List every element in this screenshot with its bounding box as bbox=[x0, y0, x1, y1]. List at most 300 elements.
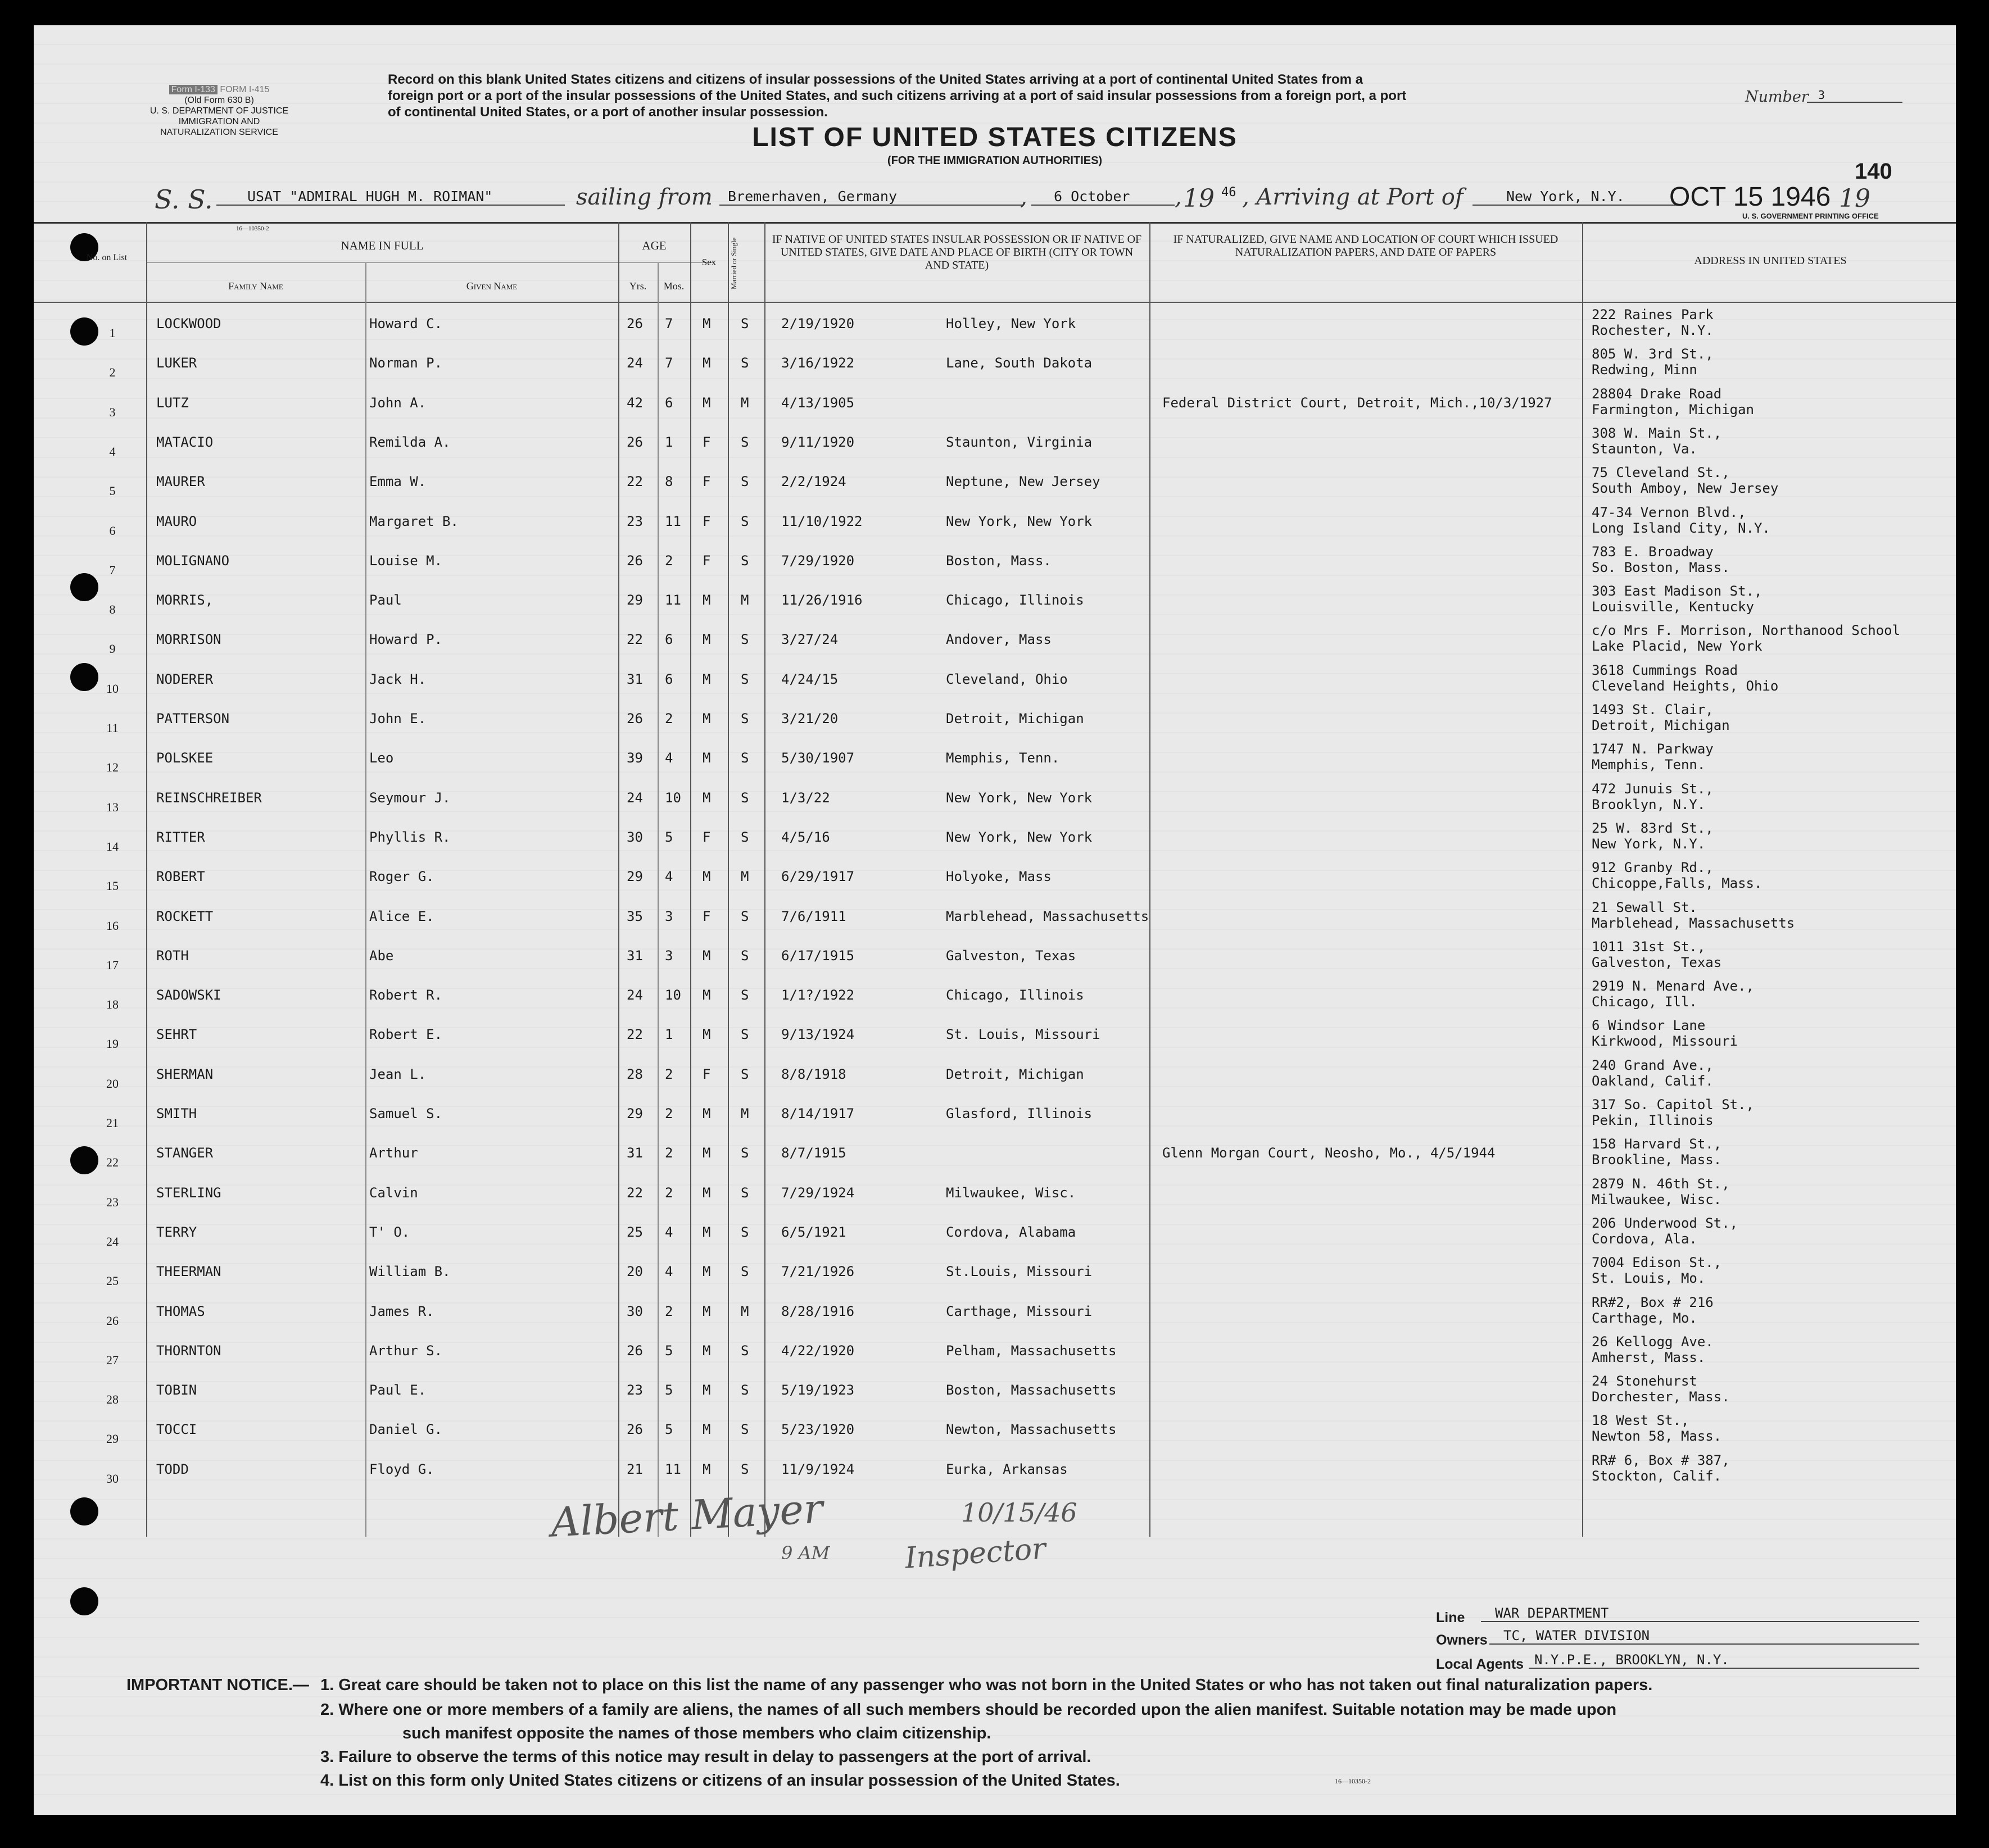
address-line-2: Chicago, Ill. bbox=[1592, 994, 1697, 1010]
table-row bbox=[34, 1450, 1956, 1490]
address-line-1: 47-34 Vernon Blvd., bbox=[1592, 504, 1746, 520]
age-months: 2 bbox=[665, 1066, 673, 1082]
col-header-age: AGE bbox=[642, 239, 667, 252]
birth-place: Boston, Mass. bbox=[946, 552, 1052, 569]
age-years: 39 bbox=[627, 750, 643, 766]
marital-status: S bbox=[741, 1224, 749, 1240]
line-value: WAR DEPARTMENT bbox=[1481, 1605, 1919, 1622]
age-months: 2 bbox=[665, 711, 673, 727]
sex: F bbox=[703, 474, 711, 490]
address-line-1: 1747 N. Parkway bbox=[1592, 741, 1714, 757]
table-row bbox=[34, 1371, 1956, 1410]
table-row bbox=[34, 423, 1956, 462]
age-years: 22 bbox=[627, 632, 643, 648]
birth-date: 8/8/1918 bbox=[781, 1066, 846, 1082]
row-number: 24 bbox=[106, 1234, 119, 1248]
birth-date: 3/27/24 bbox=[781, 632, 839, 648]
birth-date: 6/5/1921 bbox=[781, 1224, 846, 1240]
arrival-port: New York, N.Y. bbox=[1473, 188, 1680, 206]
address-line-1: 222 Raines Park bbox=[1592, 307, 1714, 323]
notice-item-2: 2. Where one or more members of a family are aliens, the names of all such members should be recorded upon the alien manifest. Suitable notation may be made upon bbox=[320, 1701, 1617, 1719]
marital-status: S bbox=[741, 1264, 749, 1280]
marital-status: S bbox=[741, 908, 749, 924]
address-line-2: Carthage, Mo. bbox=[1592, 1310, 1697, 1326]
address-line-1: c/o Mrs F. Morrison, Northanood School bbox=[1592, 623, 1901, 639]
table-row bbox=[34, 462, 1956, 502]
address-line-1: 206 Underwood St., bbox=[1592, 1215, 1738, 1231]
given-name: Remilda A. bbox=[369, 434, 451, 450]
address-line-1: 308 W. Main St., bbox=[1592, 425, 1722, 441]
naturalization-info: Glenn Morgan Court, Neosho, Mo., 4/5/1944 bbox=[1162, 1145, 1496, 1161]
form-code: (Old Form 630 B) bbox=[184, 96, 254, 105]
header-instructions bbox=[388, 71, 1406, 120]
ship-name: USAT "ADMIRAL HUGH M. ROIMAN" bbox=[216, 188, 565, 206]
family-name: MATACIO bbox=[156, 434, 214, 450]
age-years: 24 bbox=[627, 987, 643, 1004]
birth-date: 8/28/1916 bbox=[781, 1303, 855, 1319]
address-line-1: 912 Granby Rd., bbox=[1592, 860, 1714, 876]
birth-date: 4/13/1905 bbox=[781, 394, 855, 411]
birth-date: 8/14/1917 bbox=[781, 1106, 855, 1121]
table-row bbox=[34, 739, 1956, 778]
address-line-1: 24 Stonehurst bbox=[1592, 1373, 1697, 1390]
birth-date: 5/19/1923 bbox=[781, 1382, 855, 1399]
row-number: 27 bbox=[106, 1352, 119, 1367]
marital-status: S bbox=[741, 552, 749, 569]
row-number: 23 bbox=[106, 1195, 119, 1209]
age-years: 31 bbox=[627, 1145, 643, 1161]
number-label: Number bbox=[1745, 88, 1809, 106]
sex: M bbox=[703, 1382, 711, 1399]
address-line-1: 75 Cleveland St., bbox=[1592, 465, 1730, 481]
line-label: Line bbox=[1436, 1610, 1465, 1625]
birth-date: 5/30/1907 bbox=[781, 750, 855, 766]
given-name: Calvin bbox=[369, 1184, 418, 1201]
row-number: 3 bbox=[109, 405, 116, 419]
table-row bbox=[34, 700, 1956, 739]
address-line-1: 6 Windsor Lane bbox=[1592, 1018, 1706, 1034]
address-line-2: Rochester, N.Y. bbox=[1592, 323, 1714, 338]
page-title: LIST OF UNITED STATES CITIZENS bbox=[752, 122, 1238, 152]
age-months: 1 bbox=[665, 1027, 673, 1043]
age-months: 5 bbox=[665, 1342, 673, 1359]
age-months: 2 bbox=[665, 552, 673, 569]
age-months: 10 bbox=[665, 987, 681, 1004]
row-number: 14 bbox=[106, 839, 119, 853]
row-number: 25 bbox=[106, 1274, 119, 1288]
age-months: 8 bbox=[665, 474, 673, 490]
given-name: Samuel S. bbox=[369, 1106, 443, 1121]
owners-value: TC, WATER DIVISION bbox=[1489, 1628, 1919, 1645]
address-line-2: Detroit, Michigan bbox=[1592, 718, 1730, 733]
given-name: Robert R. bbox=[369, 987, 443, 1004]
address-line-1: 21 Sewall St. bbox=[1592, 899, 1697, 915]
family-name: LUKER bbox=[156, 355, 197, 371]
address-line-2: Farmington, Michigan bbox=[1592, 401, 1754, 417]
given-name: Arthur S. bbox=[369, 1342, 443, 1359]
table-row bbox=[34, 344, 1956, 383]
table-row bbox=[34, 305, 1956, 344]
age-months: 11 bbox=[665, 1461, 681, 1477]
given-name: Alice E. bbox=[369, 908, 434, 924]
address-line-2: Brookline, Mass. bbox=[1592, 1152, 1722, 1168]
given-name: Arthur bbox=[369, 1145, 418, 1161]
given-name: Margaret B. bbox=[369, 513, 459, 529]
birth-date: 1/1?/1922 bbox=[781, 987, 855, 1004]
sex: M bbox=[703, 1027, 711, 1043]
row-number: 13 bbox=[106, 800, 119, 814]
birth-place: St. Louis, Missouri bbox=[946, 1027, 1100, 1043]
birth-date: 11/9/1924 bbox=[781, 1461, 855, 1477]
number-value: 3 bbox=[1807, 88, 1902, 103]
table-row bbox=[34, 1055, 1956, 1095]
address-line-1: 2879 N. 46th St., bbox=[1592, 1175, 1730, 1192]
sex: M bbox=[703, 1422, 711, 1438]
instruction-line: Record on this blank United States citizens and citizens of insular possessions of the United States arriving at a port of continental United States from a bbox=[388, 72, 1363, 87]
family-name: SMITH bbox=[156, 1106, 197, 1121]
naturalization-info: Federal District Court, Detroit, Mich.,10/3/1927 bbox=[1162, 394, 1552, 411]
agents-label: Local Agents bbox=[1436, 1656, 1524, 1672]
birth-place: Staunton, Virginia bbox=[946, 434, 1093, 450]
birth-date: 8/7/1915 bbox=[781, 1145, 846, 1161]
table-row bbox=[34, 1095, 1956, 1134]
age-months: 11 bbox=[665, 513, 681, 529]
age-months: 7 bbox=[665, 316, 673, 332]
birth-place: New York, New York bbox=[946, 789, 1093, 806]
family-name: MAURER bbox=[156, 474, 205, 490]
age-years: 35 bbox=[627, 908, 643, 924]
marital-status: S bbox=[741, 1027, 749, 1043]
manifest-page bbox=[34, 25, 1956, 1815]
arrival-date-stamp: OCT 15 1946 bbox=[1669, 182, 1831, 212]
age-months: 6 bbox=[665, 632, 673, 648]
family-name: TERRY bbox=[156, 1224, 197, 1240]
sex: M bbox=[703, 1106, 711, 1121]
address-line-1: 18 West St., bbox=[1592, 1413, 1689, 1429]
notice-item-1: 1. Great care should be taken not to place on this list the name of any passenger who was not born in the United States or who has not taken out final naturalization papers. bbox=[320, 1676, 1653, 1694]
age-months: 6 bbox=[665, 671, 673, 687]
sex: M bbox=[703, 947, 711, 964]
address-line-1: 1011 31st St., bbox=[1592, 938, 1706, 955]
birth-date: 7/29/1920 bbox=[781, 552, 855, 569]
marital-status: S bbox=[741, 1461, 749, 1477]
family-name: TOCCI bbox=[156, 1422, 197, 1438]
given-name: Phyllis R. bbox=[369, 829, 451, 845]
marital-status: M bbox=[741, 1106, 749, 1121]
marital-status: S bbox=[741, 987, 749, 1004]
address-line-2: St. Louis, Mo. bbox=[1592, 1270, 1706, 1287]
table-row bbox=[34, 384, 1956, 423]
year-prefix: 19 bbox=[1183, 184, 1215, 213]
family-name: THORNTON bbox=[156, 1342, 221, 1359]
age-years: 22 bbox=[627, 1184, 643, 1201]
age-months: 7 bbox=[665, 355, 673, 371]
row-number: 6 bbox=[109, 523, 116, 538]
col-header-no: No. on List bbox=[86, 253, 128, 262]
age-years: 26 bbox=[627, 1422, 643, 1438]
sex: M bbox=[703, 750, 711, 766]
birth-date: 1/3/22 bbox=[781, 789, 830, 806]
birth-place: Glasford, Illinois bbox=[946, 1106, 1093, 1121]
punch-hole bbox=[70, 1587, 98, 1615]
sex: M bbox=[703, 316, 711, 332]
address-line-2: Stockton, Calif. bbox=[1592, 1468, 1722, 1484]
given-name: Seymour J. bbox=[369, 789, 451, 806]
family-name: SHERMAN bbox=[156, 1066, 214, 1082]
given-name: William B. bbox=[369, 1264, 451, 1280]
age-years: 26 bbox=[627, 434, 643, 450]
table-row bbox=[34, 1252, 1956, 1292]
birth-place: New York, New York bbox=[946, 513, 1093, 529]
table-row bbox=[34, 1015, 1956, 1055]
row-number: 26 bbox=[106, 1313, 119, 1328]
table-row bbox=[34, 581, 1956, 620]
table-top-rule bbox=[34, 222, 1956, 224]
table-row bbox=[34, 1174, 1956, 1213]
given-name: Emma W. bbox=[369, 474, 427, 490]
notice-item-4: 4. List on this form only United States citizens or citizens of an insular possession of the United States. bbox=[320, 1772, 1120, 1790]
birth-place: Newton, Massachusetts bbox=[946, 1422, 1117, 1438]
page-number: 140 bbox=[1855, 159, 1892, 184]
birth-place: Milwaukee, Wisc. bbox=[946, 1184, 1076, 1201]
age-years: 22 bbox=[627, 1027, 643, 1043]
given-name: James R. bbox=[369, 1303, 434, 1319]
marital-status: S bbox=[741, 671, 749, 687]
birth-place: Eurka, Arkansas bbox=[946, 1461, 1068, 1477]
sex: F bbox=[703, 1066, 711, 1082]
table-row bbox=[34, 1213, 1956, 1252]
sailing-from-label: sailing from bbox=[576, 184, 713, 210]
marital-status: S bbox=[741, 355, 749, 371]
address-line-2: Cleveland Heights, Ohio bbox=[1592, 678, 1779, 694]
col-header-naturalized: IF NATURALIZED, GIVE NAME AND LOCATION OF COURT WHICH ISSUED NATURALIZATION PAPERS, AND DATE OF PAPERS bbox=[1173, 233, 1558, 258]
family-name: TODD bbox=[156, 1461, 189, 1477]
family-name: MORRIS, bbox=[156, 592, 214, 609]
family-name: TOBIN bbox=[156, 1382, 197, 1399]
birth-date: 11/26/1916 bbox=[781, 592, 863, 609]
birth-place: Detroit, Michigan bbox=[946, 1066, 1084, 1082]
marital-status: M bbox=[741, 394, 749, 411]
name-subhead-rule bbox=[146, 262, 618, 263]
age-years: 30 bbox=[627, 1303, 643, 1319]
given-name: Roger G. bbox=[369, 869, 434, 885]
birth-date: 4/5/16 bbox=[781, 829, 830, 845]
departure-port: Bremerhaven, Germany bbox=[719, 188, 1023, 206]
table-row bbox=[34, 818, 1956, 857]
sex: M bbox=[703, 1145, 711, 1161]
given-name: T' O. bbox=[369, 1224, 410, 1240]
birth-place: Holyoke, Mass bbox=[946, 869, 1052, 885]
age-years: 42 bbox=[627, 394, 643, 411]
address-line-1: 2919 N. Menard Ave., bbox=[1592, 978, 1754, 995]
family-name: MORRISON bbox=[156, 632, 221, 648]
family-name: MAURO bbox=[156, 513, 197, 529]
age-years: 29 bbox=[627, 1106, 643, 1121]
marital-status: S bbox=[741, 1184, 749, 1201]
notice-item-3: 3. Failure to observe the terms of this notice may result in delay to passengers at the port of arrival. bbox=[320, 1748, 1091, 1766]
birth-date: 7/21/1926 bbox=[781, 1264, 855, 1280]
given-name: Daniel G. bbox=[369, 1422, 443, 1438]
given-name: John E. bbox=[369, 711, 427, 727]
address-line-2: Dorchester, Mass. bbox=[1592, 1389, 1730, 1405]
row-number: 16 bbox=[106, 918, 119, 933]
sex: F bbox=[703, 829, 711, 845]
row-number: 22 bbox=[106, 1155, 119, 1170]
family-name: RITTER bbox=[156, 829, 205, 845]
birth-place: Galveston, Texas bbox=[946, 947, 1076, 964]
age-years: 26 bbox=[627, 711, 643, 727]
age-years: 26 bbox=[627, 552, 643, 569]
row-number: 17 bbox=[106, 957, 119, 972]
comma: , bbox=[1175, 184, 1182, 210]
age-months: 5 bbox=[665, 1422, 673, 1438]
age-years: 23 bbox=[627, 513, 643, 529]
table-row bbox=[34, 1410, 1956, 1450]
page-subtitle: (FOR THE IMMIGRATION AUTHORITIES) bbox=[887, 155, 1103, 167]
birth-place: Pelham, Massachusetts bbox=[946, 1342, 1117, 1359]
family-name: POLSKEE bbox=[156, 750, 214, 766]
age-months: 3 bbox=[665, 908, 673, 924]
comma: , bbox=[1020, 184, 1027, 210]
family-name: THOMAS bbox=[156, 1303, 205, 1319]
birth-place: Cleveland, Ohio bbox=[946, 671, 1068, 687]
marital-status: S bbox=[741, 434, 749, 450]
birth-date: 5/23/1920 bbox=[781, 1422, 855, 1438]
birth-date: 7/29/1924 bbox=[781, 1184, 855, 1201]
sex: M bbox=[703, 394, 711, 411]
marital-status: M bbox=[741, 869, 749, 885]
age-months: 2 bbox=[665, 1106, 673, 1121]
table-row bbox=[34, 502, 1956, 542]
age-months: 4 bbox=[665, 869, 673, 885]
age-years: 25 bbox=[627, 1224, 643, 1240]
address-line-2: Milwaukee, Wisc. bbox=[1592, 1191, 1722, 1207]
notice-item-2-cont: such manifest opposite the names of those members who claim citizenship. bbox=[402, 1724, 991, 1742]
col-header-mos: Mos. bbox=[663, 280, 685, 292]
form-code: Form I-133 bbox=[169, 85, 218, 94]
row-number: 15 bbox=[106, 879, 119, 893]
marital-status: S bbox=[741, 1145, 749, 1161]
given-name: Jack H. bbox=[369, 671, 427, 687]
marital-status: S bbox=[741, 632, 749, 648]
col-header-given: Given Name bbox=[466, 280, 518, 292]
age-years: 24 bbox=[627, 789, 643, 806]
col-header-marital: Married or Single bbox=[730, 237, 738, 290]
birth-place: Cordova, Alabama bbox=[946, 1224, 1076, 1240]
given-name: Paul bbox=[369, 592, 402, 609]
marital-status: S bbox=[741, 513, 749, 529]
family-name: LUTZ bbox=[156, 394, 189, 411]
birth-date: 4/24/15 bbox=[781, 671, 839, 687]
signature-date: 10/15/46 bbox=[961, 1497, 1077, 1528]
family-name: ROBERT bbox=[156, 869, 205, 885]
sex: M bbox=[703, 1184, 711, 1201]
age-years: 31 bbox=[627, 947, 643, 964]
col-header-sex: Sex bbox=[701, 257, 717, 267]
sex: M bbox=[703, 987, 711, 1004]
given-name: Leo bbox=[369, 750, 394, 766]
address-line-1: 1493 St. Clair, bbox=[1592, 702, 1714, 718]
row-number: 2 bbox=[109, 365, 116, 380]
sex: M bbox=[703, 1224, 711, 1240]
age-months: 6 bbox=[665, 394, 673, 411]
row-number: 1 bbox=[109, 326, 116, 340]
birth-place: Chicago, Illinois bbox=[946, 592, 1084, 609]
family-name: MOLIGNANO bbox=[156, 552, 230, 569]
arriving-label: , Arriving at Port of bbox=[1242, 184, 1464, 210]
marital-status: S bbox=[741, 316, 749, 332]
sex: M bbox=[703, 1264, 711, 1280]
age-years: 20 bbox=[627, 1264, 643, 1280]
birth-place: Chicago, Illinois bbox=[946, 987, 1084, 1004]
manifest-table bbox=[34, 222, 1956, 1537]
birth-place: Neptune, New Jersey bbox=[946, 474, 1100, 490]
given-name: Abe bbox=[369, 947, 394, 964]
row-number: 4 bbox=[109, 444, 116, 458]
age-years: 29 bbox=[627, 592, 643, 609]
service-name: IMMIGRATION AND NATURALIZATION SERVICE bbox=[160, 117, 278, 137]
age-months: 1 bbox=[665, 434, 673, 450]
row-number: 29 bbox=[106, 1432, 119, 1446]
signature-time: 9 AM bbox=[781, 1542, 830, 1564]
table-row bbox=[34, 660, 1956, 700]
given-name: Jean L. bbox=[369, 1066, 427, 1082]
row-number: 5 bbox=[109, 484, 116, 498]
sex: F bbox=[703, 434, 711, 450]
sex: M bbox=[703, 632, 711, 648]
row-number: 12 bbox=[106, 760, 119, 775]
address-line-1: 805 W. 3rd St., bbox=[1592, 346, 1714, 362]
table-row bbox=[34, 976, 1956, 1015]
address-line-2: Kirkwood, Missouri bbox=[1592, 1033, 1738, 1050]
address-line-1: 303 East Madison St., bbox=[1592, 583, 1763, 600]
birth-place: Boston, Massachusetts bbox=[946, 1382, 1117, 1399]
address-line-2: Redwing, Minn bbox=[1592, 362, 1697, 378]
sex: M bbox=[703, 592, 711, 609]
ss-label: S. S. bbox=[155, 184, 213, 215]
address-line-1: 3618 Cummings Road bbox=[1592, 662, 1738, 678]
row-number: 9 bbox=[109, 642, 116, 656]
sex: F bbox=[703, 552, 711, 569]
table-row bbox=[34, 620, 1956, 660]
marital-status: S bbox=[741, 750, 749, 766]
address-line-2: Galveston, Texas bbox=[1592, 954, 1722, 970]
col-header-code: 16—10350-2 bbox=[236, 225, 269, 232]
family-name: THEERMAN bbox=[156, 1264, 221, 1280]
age-years: 21 bbox=[627, 1461, 643, 1477]
age-months: 4 bbox=[665, 750, 673, 766]
birth-date: 6/17/1915 bbox=[781, 947, 855, 964]
address-line-1: 25 W. 83rd St., bbox=[1592, 820, 1714, 836]
birth-place: Andover, Mass bbox=[946, 632, 1052, 648]
marital-status: S bbox=[741, 789, 749, 806]
family-name: ROTH bbox=[156, 947, 189, 964]
age-months: 3 bbox=[665, 947, 673, 964]
printing-office: U. S. GOVERNMENT PRINTING OFFICE bbox=[1742, 212, 1879, 220]
sex: M bbox=[703, 789, 711, 806]
row-number: 10 bbox=[106, 681, 119, 696]
address-line-2: Louisville, Kentucky bbox=[1592, 599, 1754, 615]
age-years: 24 bbox=[627, 355, 643, 371]
age-years: 29 bbox=[627, 869, 643, 885]
row-number: 11 bbox=[106, 721, 119, 735]
age-months: 5 bbox=[665, 829, 673, 845]
birth-date: 2/2/1924 bbox=[781, 474, 846, 490]
marital-status: S bbox=[741, 829, 749, 845]
table-row bbox=[34, 1332, 1956, 1371]
table-row bbox=[34, 1134, 1956, 1173]
birth-date: 11/10/1922 bbox=[781, 513, 863, 529]
